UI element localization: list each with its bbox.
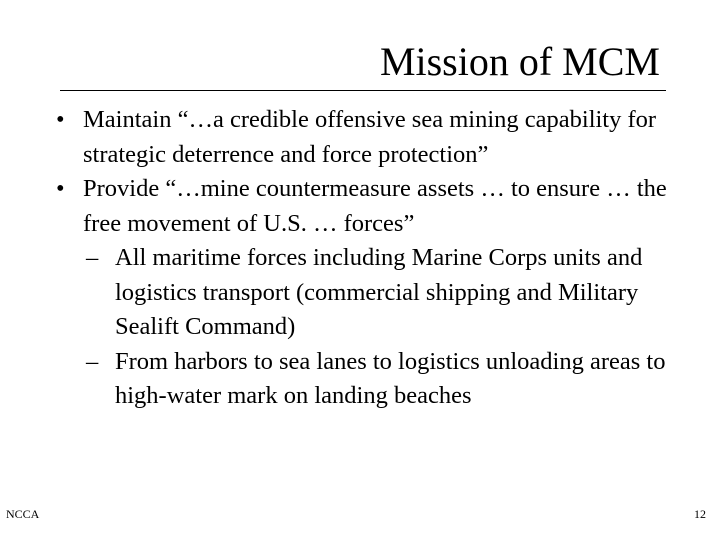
sub-bullet-marker: – <box>86 347 99 375</box>
sub-bullet-item <box>56 345 686 414</box>
sub-bullet-marker: – <box>86 244 99 271</box>
page-number: 12 <box>694 507 706 521</box>
bullet-item <box>56 103 686 172</box>
bullet-text: Provide “…mine countermeasure assets … to ensure … the free movement of U.S. … forces” <box>83 175 667 237</box>
bullet-list <box>56 103 686 414</box>
bullet-text: Maintain “…a credible offensive sea mining capability for strategic deterrence and force protection” <box>83 106 657 168</box>
sub-bullet-text: From harbors to sea lanes to logistics unloading areas to high-water mark on landing beaches <box>115 347 666 409</box>
title-underline <box>60 90 666 91</box>
sub-bullet-text: All maritime forces including Marine Corps units and logistics transport (commercial shipping and Military Sealift Command) <box>115 244 643 340</box>
bullet-marker: • <box>56 175 65 202</box>
bullet-item <box>56 172 686 241</box>
footer-organization: NCCA <box>6 507 40 521</box>
bullet-marker: • <box>56 106 65 133</box>
slide-title: Mission of MCM <box>379 39 660 84</box>
sub-bullet-item <box>56 241 686 345</box>
